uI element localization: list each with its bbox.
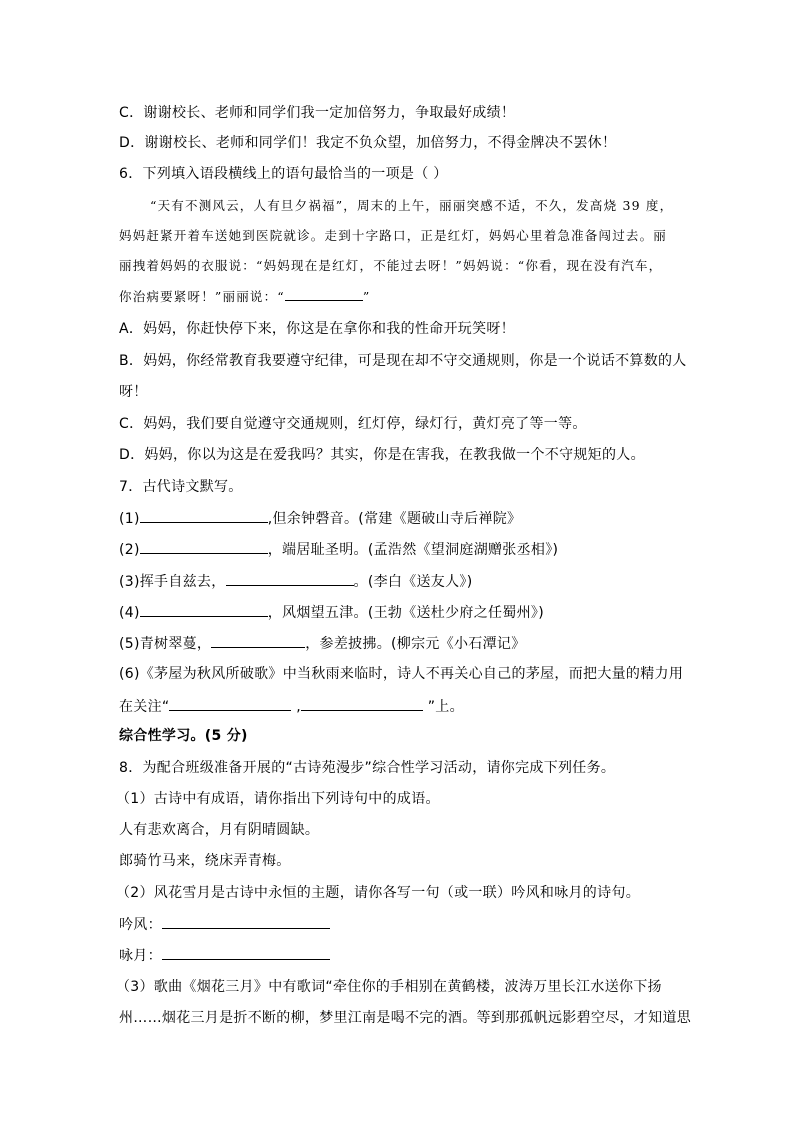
item-text-end: ，参差披拂。(柳宗元《小石潭记》 (305, 636, 526, 652)
q7-item-5 (119, 633, 526, 654)
item-number: (1) (119, 511, 140, 527)
answer-blank[interactable] (140, 539, 268, 554)
q6-option-b: B．妈妈，你经常教育我要遵守纪律，可是现在却不守交通规则，你是一个说话不算数的人 (119, 353, 687, 369)
q6-passage-line-4 (119, 286, 370, 307)
q8-part-2: （2）风花雪月是古诗中永恒的主题，请你各写一句（或一联）吟风和咏月的诗句。 (116, 885, 641, 901)
answer-blank[interactable] (226, 571, 354, 586)
passage-text: 你治病要紧呀！”丽丽说：“ (119, 289, 285, 304)
answer-blank[interactable] (140, 508, 268, 523)
answer-blank[interactable] (162, 945, 330, 960)
answer-blank[interactable] (285, 286, 363, 301)
q8-question: 8．为配合班级准备开展的“古诗苑漫步”综合性学习活动，请你完成下列任务。 (119, 760, 616, 776)
q6-option-c: C．妈妈，我们要自觉遵守交通规则，红灯停，绿灯行，黄灯亮了等一等。 (119, 416, 587, 432)
wind-label: 吟风： (119, 917, 162, 933)
q5-option-d: D．谢谢校长、老师和同学们！我定不负众望，加倍努力，不得金牌决不罢休！ (119, 135, 617, 151)
item-text: ，风烟望五津。(王勃《送杜少府之任蜀州》) (267, 605, 544, 621)
item-text-end: ”上。 (422, 699, 464, 715)
answer-blank[interactable] (211, 633, 305, 648)
q8-wind-line (119, 914, 330, 935)
q8-part-3: （3）歌曲《烟花三月》中有歌词“牵住你的手相别在黄鹤楼，波涛万里长江水送你下扬 (116, 979, 662, 995)
passage-text-end: ” (362, 289, 371, 304)
q7-item-2 (119, 539, 558, 560)
item-number: (2) (119, 542, 140, 558)
moon-label: 咏月： (119, 948, 162, 964)
q7-question: 7．古代诗文默写。 (119, 479, 243, 495)
q8-part-3-cont: 州……烟花三月是折不断的柳，梦里江南是喝不完的酒。等到那孤帆远影碧空尽，才知道思 (119, 1010, 691, 1026)
q7-item-6: (6)《茅屋为秋风所破歌》中当秋雨来临时，诗人不再关心自己的茅屋，而把大量的精力用 (119, 666, 684, 682)
q8-verse-2: 郎骑竹马来，绕床弄青梅。 (119, 853, 291, 869)
item-number: (4) (119, 605, 140, 621)
item-text: (5)青树翠蔓， (119, 636, 212, 652)
answer-blank[interactable] (169, 696, 291, 711)
answer-blank[interactable] (140, 602, 268, 617)
q6-passage-line-3: 丽拽着妈妈的衣服说：“妈妈现在是红灯，不能过去呀！”妈妈说：“你看，现在没有汽车， (119, 258, 663, 273)
q6-passage-line-2: 妈妈赶紧开着车送她到医院就诊。走到十字路口，正是红灯，妈妈心里着急准备闯过去。丽 (119, 228, 668, 243)
q6-passage-line-1: “天有不测风云，人有旦夕祸福”，周末的上午，丽丽突感不适，不久，发高烧 39 度， (150, 198, 674, 213)
q8-verse-1: 人有悲欢离合，月有阴晴圆缺。 (119, 822, 320, 838)
q7-item-3 (119, 571, 472, 592)
item-text: ,但余钟磬音。(常建《题破山寺后禅院》 (267, 511, 522, 527)
q5-option-c: C．谢谢校长、老师和同学们我一定加倍努力，争取最好成绩！ (119, 105, 516, 121)
item-text: ，端居耻圣明。(孟浩然《望洞庭湖赠张丞相》) (267, 542, 559, 558)
answer-blank[interactable] (301, 696, 423, 711)
q6-option-d: D．妈妈，你以为这是在爱我吗？其实，你是在害我，在教我做一个不守规矩的人。 (119, 447, 645, 463)
item-text: (3)挥手自兹去， (119, 574, 226, 590)
q7-item-6-cont (119, 696, 464, 717)
q8-part-1: （1）古诗中有成语，请你指出下列诗句中的成语。 (116, 791, 440, 807)
q7-item-1 (119, 508, 521, 529)
separator: , (291, 699, 301, 715)
q6-option-a: A．妈妈，你赶快停下来，你这是在拿你和我的性命开玩笑呀！ (119, 321, 515, 337)
q6-option-b-cont: 呀！ (119, 384, 148, 400)
q8-moon-line (119, 945, 330, 966)
section-heading: 综合性学习。(5 分) (119, 728, 248, 744)
q6-question: 6．下列填入语段横线上的语句最恰当的一项是（ ） (119, 166, 448, 182)
q7-item-4 (119, 602, 544, 623)
item-text-end: 。(李白《送友人》) (353, 574, 473, 590)
item-text: 在关注“ (119, 699, 170, 715)
answer-blank[interactable] (162, 914, 330, 929)
